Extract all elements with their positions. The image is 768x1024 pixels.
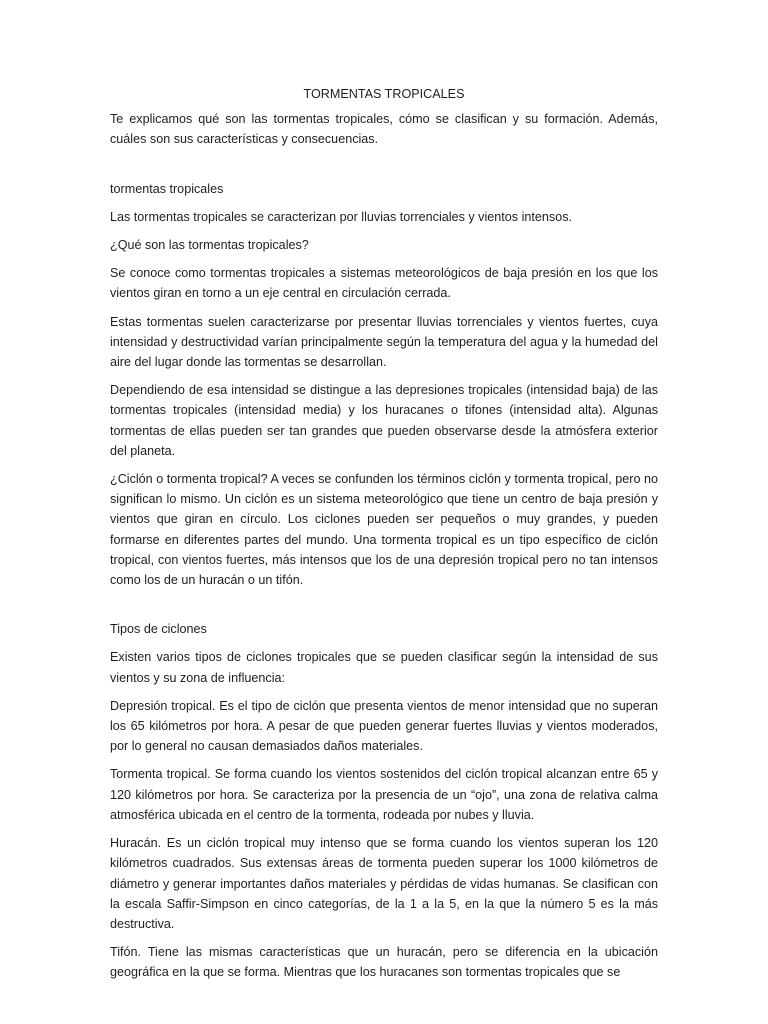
document-page	[110, 84, 658, 991]
intro-paragraph: Te explicamos qué son las tormentas tropicales, cómo se clasifican y su formación. Además, cuáles son sus características y consecuencias.	[110, 112, 658, 147]
body-paragraph: Estas tormentas suelen caracterizarse por presentar lluvias torrenciales y vientos fuertes, cuya intensidad y destructividad varían principalmente según la temperatura del agua y la humedad del aire del lugar donde las tormentas se desarrollan.	[110, 314, 658, 370]
body-paragraph: Depresión tropical. Es el tipo de ciclón que presenta vientos de menor intensidad que no superan los 65 kilómetros por hora. A pesar de que pueden generar fuertes lluvias y vientos moderados, por lo general no causan demasiados daños materiales.	[110, 698, 658, 754]
document-title: TORMENTAS TROPICALES	[303, 87, 465, 101]
body-paragraph: Huracán. Es un ciclón tropical muy intenso que se forma cuando los vientos superan los 120 kilómetros cuadrados. Sus extensas áreas de tormenta pueden superar los 1000 kilómetros de diámetro y generar importantes daños materiales y pérdidas de vidas humanas. Se clasifican con la escala Saffir-Simpson en cinco categorías, de la 1 a la 5, en la que la número 5 es la más destructiva.	[110, 836, 658, 931]
section-heading: tormentas tropicales	[110, 181, 224, 196]
body-paragraph: Se conoce como tormentas tropicales a sistemas meteorológicos de baja presión en los que los vientos giran en torno a un eje central en circulación cerrada.	[110, 266, 658, 301]
body-paragraph: Tormenta tropical. Se forma cuando los vientos sostenidos del ciclón tropical alcanzan entre 65 y 120 kilómetros por hora. Se caracteriza por la presencia de un “ojo”, una zona de relativa calma atmosférica ubicada en el centro de la tormenta, rodeada por nubes y lluvia.	[110, 767, 658, 822]
body-paragraph: Existen varios tipos de ciclones tropicales que se pueden clasificar según la intensidad de sus vientos y su zona de influencia:	[110, 650, 658, 685]
body-paragraph: Dependiendo de esa intensidad se distingue a las depresiones tropicales (intensidad baja) de las tormentas tropicales (intensidad media) y los huracanes o tifones (intensidad alta). Algunas tormentas de ellas pueden ser tan grandes que pueden observarse desde la atmósfera exterior del planeta.	[110, 383, 658, 458]
section-subtitle: Las tormentas tropicales se caracterizan por lluvias torrenciales y vientos intensos.	[110, 209, 572, 224]
blank-line	[110, 158, 658, 179]
question-heading: ¿Qué son las tormentas tropicales?	[110, 238, 309, 253]
body-paragraph: ¿Ciclón o tormenta tropical? A veces se confunden los términos ciclón y tormenta tropical, pero no significan lo mismo. Un ciclón es un sistema meteorológico que tiene un centro de baja presión y vientos que giran en círculo. Los ciclones pueden ser pequeños o muy grandes, y pueden formarse en diferentes partes del mundo. Una tormenta tropical es un tipo específico de ciclón tropical, con vientos fuertes, más intensos que los de una depresión tropical pero no tan intensos como los de un huracán o un tifón.	[110, 472, 658, 588]
blank-line	[110, 598, 658, 619]
body-paragraph: Tifón. Tiene las mismas características que un huracán, pero se diferencia en la ubicación geográfica en la que se forma. Mientras que los huracanes son tormentas tropicales que se	[110, 945, 658, 980]
section-heading: Tipos de ciclones	[110, 622, 207, 637]
